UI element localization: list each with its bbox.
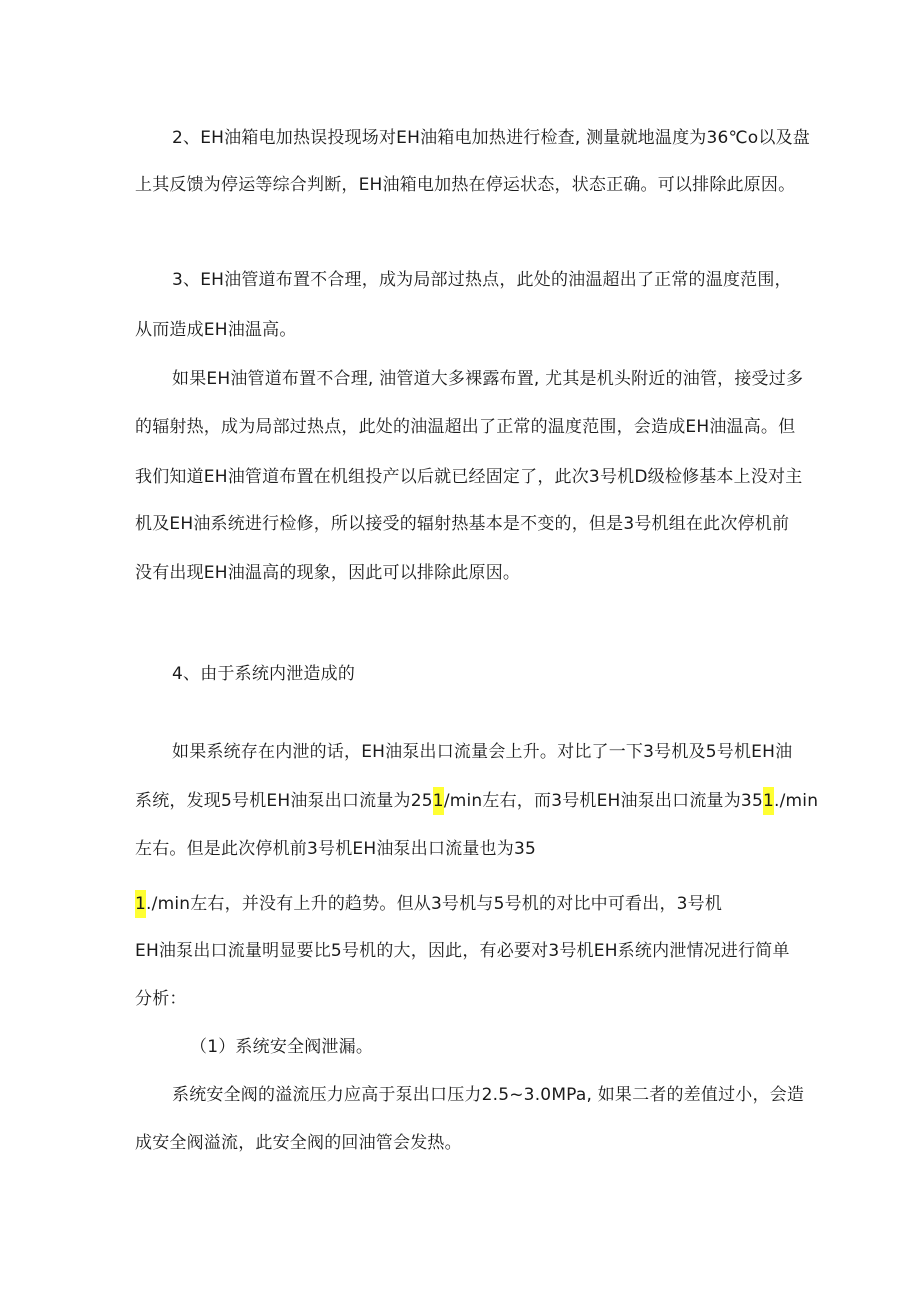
paragraph-5-line-1: 系统安全阀的溢流压力应高于泵出口压力2.5~3.0MPa, 如果二者的差值过小，会造	[172, 1085, 805, 1105]
line-2-part-c: ./min	[774, 791, 819, 811]
paragraph-4b-line-6: 分析：	[135, 989, 187, 1009]
paragraph-3b-line-2: 的辐射热，成为局部过热点，此处的油温超出了正常的温度范围，会造成EH油温高。但	[135, 417, 796, 437]
line-2-part-b: /min左右，而3号机EH油泵出口流量为35	[443, 791, 763, 811]
line-4-text: ./min左右，并没有上升的趋势。但从3号机与5号机的对比中可看出，3号机	[146, 894, 723, 914]
paragraph-4b-line-3: 左右。但是此次停机前3号机EH油泵出口流量也为35	[135, 839, 536, 859]
paragraph-4b-line-5: EH油泵出口流量明显要比5号机的大，因此，有必要对3号机EH系统内泄情况进行简单	[135, 941, 790, 961]
line-2-part-a: 系统，发现5号机EH油泵出口流量为25	[135, 791, 433, 811]
paragraph-4b-line-4	[135, 892, 722, 916]
highlight-mark-1: 1	[433, 787, 444, 815]
paragraph-3b-line-3: 我们知道EH油管道布置在机组投产以后就已经固定了，此次3号机D级检修基本上没对主	[135, 467, 803, 487]
paragraph-4b-line-1: 如果系统存在内泄的话，EH油泵出口流量会上升。对比了一下3号机及5号机EH油	[172, 742, 793, 762]
paragraph-2-line-2: 上其反馈为停运等综合判断，EH油箱电加热在停运状态，状态正确。可以排除此原因。	[135, 175, 796, 195]
paragraph-3-line-2: 从而造成EH油温高。	[135, 320, 297, 340]
subsection-1-heading: （1）系统安全阀泄漏。	[190, 1037, 374, 1057]
highlight-mark-3: 1	[135, 890, 146, 918]
paragraph-3-line-1: 3、EH油管道布置不合理，成为局部过热点，此处的油温超出了正常的温度范围，	[172, 270, 792, 290]
paragraph-4b-line-2	[135, 789, 818, 813]
section-4-heading: 4、由于系统内泄造成的	[172, 664, 356, 684]
paragraph-3b-line-5: 没有出现EH油温高的现象，因此可以排除此原因。	[135, 563, 521, 583]
paragraph-3b-line-1: 如果EH油管道布置不合理, 油管道大多裸露布置, 尤其是机头附近的油管，接受过多	[172, 369, 804, 389]
paragraph-2-line-1: 2、EH油箱电加热误投现场对EH油箱电加热进行检查, 测量就地温度为36℃o以及盘	[172, 128, 810, 148]
paragraph-3b-line-4: 机及EH油系统进行检修，所以接受的辐射热基本是不变的，但是3号机组在此次停机前	[135, 514, 790, 534]
paragraph-5-line-2: 成安全阀溢流，此安全阀的回油管会发热。	[135, 1133, 462, 1153]
highlight-mark-2: 1	[763, 787, 774, 815]
